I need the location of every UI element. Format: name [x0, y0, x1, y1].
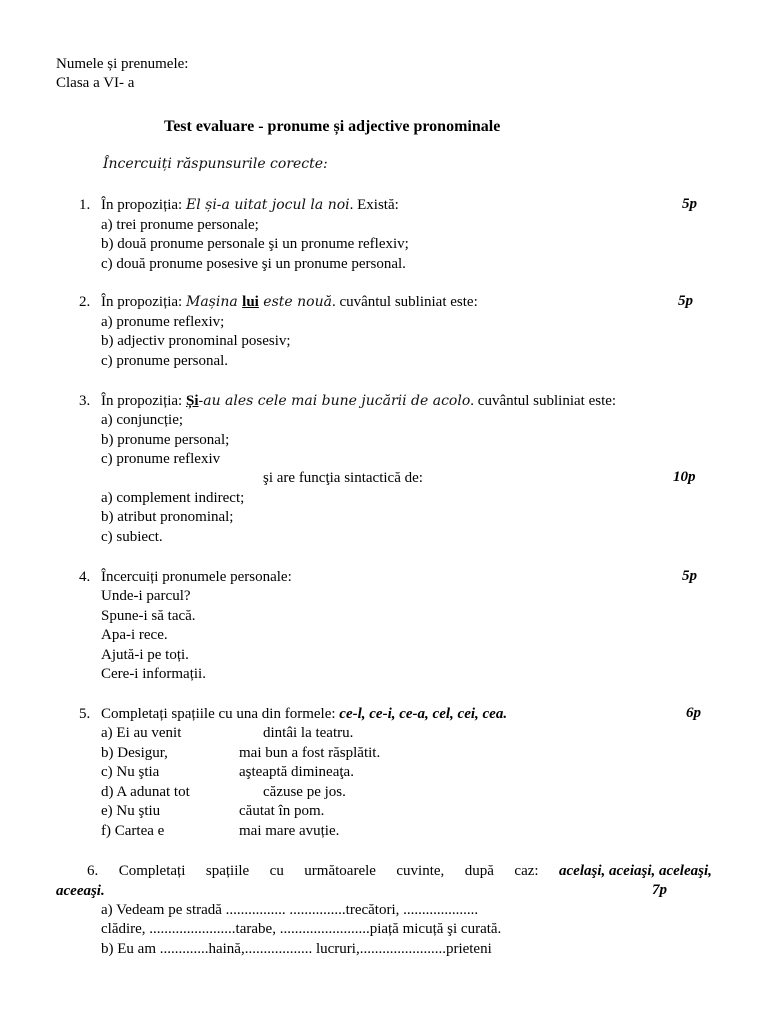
question-text: În propoziția: Și-au ales cele mai bune jucării de acolo. cuvântul subliniat este: — [101, 393, 617, 409]
list-item[interactable]: Cere-i informații. — [101, 666, 206, 682]
question-number: 4. — [79, 569, 91, 585]
sub-question-text: şi are funcţia sintactică de: — [263, 470, 423, 486]
points: 5p — [682, 568, 697, 584]
fill-line-b: b) Eu am .............haină,.................. lucruri,.......................prieteni — [101, 941, 492, 957]
question-number: 5. — [79, 706, 91, 722]
row-right: căzuse pe jos. — [263, 784, 346, 800]
row-right: aşteaptă dimineaţa. — [239, 764, 354, 780]
points: 5p — [678, 293, 693, 309]
sub-option-a[interactable]: a) complement indirect; — [101, 490, 245, 506]
row-left: b) Desigur, — [101, 745, 168, 761]
option-c[interactable]: c) două pronume posesive şi un pronume personal. — [101, 256, 406, 272]
row-right: căutat în pom. — [239, 803, 325, 819]
question-text: Completați spațiile cu una din formele: ce-l, ce-i, ce-a, cel, cei, cea. — [101, 706, 508, 722]
points: 10p — [673, 469, 696, 485]
words-list-continued: aceeaşi. — [56, 883, 105, 899]
option-a[interactable]: a) pronume reflexiv; — [101, 314, 225, 330]
row-right: mai bun a fost răsplătit. — [239, 745, 381, 761]
option-b[interactable]: b) adjectiv pronominal posesiv; — [101, 333, 291, 349]
option-a[interactable]: a) conjuncție; — [101, 412, 184, 428]
option-a[interactable]: a) trei pronume personale; — [101, 217, 259, 233]
list-item[interactable]: Unde-i parcul? — [101, 588, 191, 604]
question-text: Încercuiți pronumele personale: — [101, 569, 292, 585]
forms-list: ce-l, ce-i, ce-a, cel, cei, cea. — [339, 706, 508, 722]
row-left: f) Cartea e — [101, 823, 165, 839]
name-label: Numele și prenumele: — [56, 56, 189, 72]
question-text: În propoziția: Mașina lui este nouă. cuvântul subliniat este: — [101, 294, 478, 310]
points: 7p — [652, 882, 667, 898]
fill-line-a2: clădire, .......................tarabe, ........................piață micuță şi curată. — [101, 921, 502, 937]
points: 5p — [682, 196, 697, 212]
option-c[interactable]: c) pronume personal. — [101, 353, 229, 369]
underlined-word: Și — [185, 393, 199, 409]
option-b[interactable]: b) două pronume personale şi un pronume reflexiv; — [101, 236, 409, 252]
question-text: 6. Completați spațiile cu următoarele cuvinte, după caz: acelaşi, aceiaşi, aceleaşi, — [87, 863, 712, 879]
question-number: 2. — [79, 294, 91, 310]
list-item[interactable]: Apa-i rece. — [101, 627, 168, 643]
underlined-word: lui — [242, 294, 259, 310]
list-item[interactable]: Spune-i să tacă. — [101, 608, 196, 624]
row-left: a) Ei au venit — [101, 725, 182, 741]
instruction: Încercuiți răspunsurile corecte: — [103, 156, 328, 172]
page-title: Test evaluare - pronume și adjective pronominale — [164, 118, 501, 135]
row-right: dintâi la teatru. — [263, 725, 354, 741]
question-text: În propoziția: El și-a uitat jocul la noi. Există: — [101, 197, 399, 213]
points: 6p — [686, 705, 701, 721]
sub-option-c[interactable]: c) subiect. — [101, 529, 163, 545]
row-left: e) Nu ştiu — [101, 803, 161, 819]
row-left: d) A adunat tot — [101, 784, 190, 800]
option-b[interactable]: b) pronume personal; — [101, 432, 230, 448]
row-left: c) Nu ştia — [101, 764, 160, 780]
list-item[interactable]: Ajută-i pe toți. — [101, 647, 189, 663]
class-label: Clasa a VI- a — [56, 75, 135, 91]
option-c[interactable]: c) pronume reflexiv — [101, 451, 221, 467]
question-number: 1. — [79, 197, 91, 213]
words-list: acelaşi, aceiaşi, aceleaşi, — [559, 863, 712, 879]
question-number: 3. — [79, 393, 91, 409]
fill-line-a1: a) Vedeam pe stradă ................ ...............trecători, .................... — [101, 902, 479, 918]
row-right: mai mare avuție. — [239, 823, 340, 839]
sub-option-b[interactable]: b) atribut pronominal; — [101, 509, 234, 525]
